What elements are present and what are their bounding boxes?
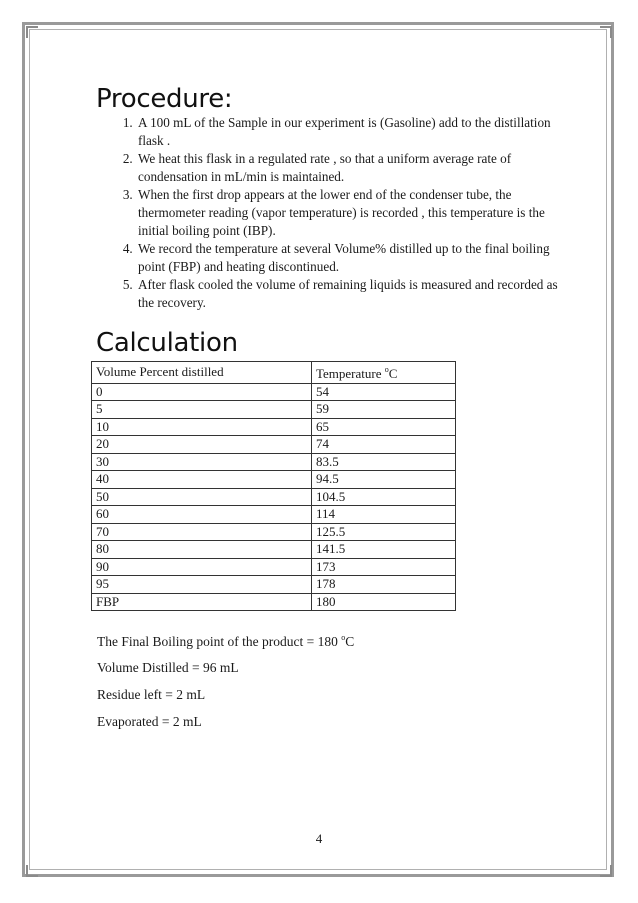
- table-row: [92, 453, 456, 471]
- procedure-step: 2. We heat this flask in a regulated rate , so that a uniform average rate of condensation in mL/min is maintained.: [136, 150, 566, 186]
- procedure-steps: [114, 114, 566, 312]
- volume-percent-cell: 40: [92, 471, 312, 489]
- volume-percent-cell: 70: [92, 523, 312, 541]
- table-row: [92, 558, 456, 576]
- corner-ornament: [600, 865, 612, 877]
- volume-percent-cell: 90: [92, 558, 312, 576]
- table-row: [92, 401, 456, 419]
- temperature-cell: 65: [312, 418, 456, 436]
- procedure-step: 1. A 100 mL of the Sample in our experiment is (Gasoline) add to the distillation flask .: [136, 114, 566, 150]
- header-temperature-unit: C: [388, 366, 398, 381]
- header-temperature-label: Temperature: [316, 366, 385, 381]
- temperature-cell: 59: [312, 401, 456, 419]
- final-boiling-point-line: [97, 633, 354, 650]
- volume-distilled-line: Volume Distilled = 96 mL: [97, 660, 239, 675]
- volume-percent-cell: 50: [92, 488, 312, 506]
- residue-line: Residue left = 2 mL: [97, 687, 206, 702]
- page-number: 4: [315, 831, 323, 846]
- volume-percent-cell: 60: [92, 506, 312, 524]
- temperature-cell: 178: [312, 576, 456, 594]
- calculation-heading: Calculation: [96, 328, 238, 358]
- volume-percent-cell: 95: [92, 576, 312, 594]
- temperature-cell: 180: [312, 593, 456, 611]
- procedure-heading: Procedure:: [96, 84, 233, 114]
- volume-percent-cell: 5: [92, 401, 312, 419]
- volume-percent-cell: 20: [92, 436, 312, 454]
- volume-percent-cell: 80: [92, 541, 312, 559]
- temperature-cell: 104.5: [312, 488, 456, 506]
- degree-mark: o: [384, 365, 389, 374]
- distillation-table: [91, 361, 456, 611]
- temperature-cell: 83.5: [312, 453, 456, 471]
- temperature-cell: 94.5: [312, 471, 456, 489]
- evaporated-line: Evaporated = 2 mL: [97, 714, 202, 729]
- table-row: [92, 506, 456, 524]
- corner-ornament: [26, 865, 38, 877]
- table-row: [92, 488, 456, 506]
- procedure-step: 3. When the first drop appears at the lower end of the condenser tube, the thermometer reading (vapor temperature) is recorded , this temperature is the initial boiling point (IBP).: [136, 186, 566, 240]
- temperature-cell: 74: [312, 436, 456, 454]
- fbp-unit: C: [345, 634, 355, 649]
- fbp-text: The Final Boiling point of the product = 180: [97, 634, 342, 649]
- table-row: [92, 541, 456, 559]
- table-row: [92, 471, 456, 489]
- table-row: [92, 418, 456, 436]
- header-volume-percent: Volume Percent distilled: [92, 362, 312, 384]
- temperature-cell: 54: [312, 383, 456, 401]
- volume-percent-cell: 0: [92, 383, 312, 401]
- table-row: [92, 576, 456, 594]
- table-row: [92, 593, 456, 611]
- header-temperature: [312, 362, 456, 384]
- table-row: [92, 383, 456, 401]
- volume-percent-cell: FBP: [92, 593, 312, 611]
- temperature-cell: 114: [312, 506, 456, 524]
- degree-mark: o: [341, 633, 346, 642]
- table-row: [92, 436, 456, 454]
- table-header-row: [92, 362, 456, 384]
- corner-ornament: [26, 26, 38, 38]
- procedure-step: 5. After flask cooled the volume of remaining liquids is measured and recorded as the recovery.: [136, 276, 566, 312]
- temperature-cell: 125.5: [312, 523, 456, 541]
- temperature-cell: 141.5: [312, 541, 456, 559]
- table-row: [92, 523, 456, 541]
- temperature-cell: 173: [312, 558, 456, 576]
- procedure-step: 4. We record the temperature at several Volume% distilled up to the final boiling point (FBP) and heating discontinued.: [136, 240, 566, 276]
- volume-percent-cell: 10: [92, 418, 312, 436]
- volume-percent-cell: 30: [92, 453, 312, 471]
- corner-ornament: [600, 26, 612, 38]
